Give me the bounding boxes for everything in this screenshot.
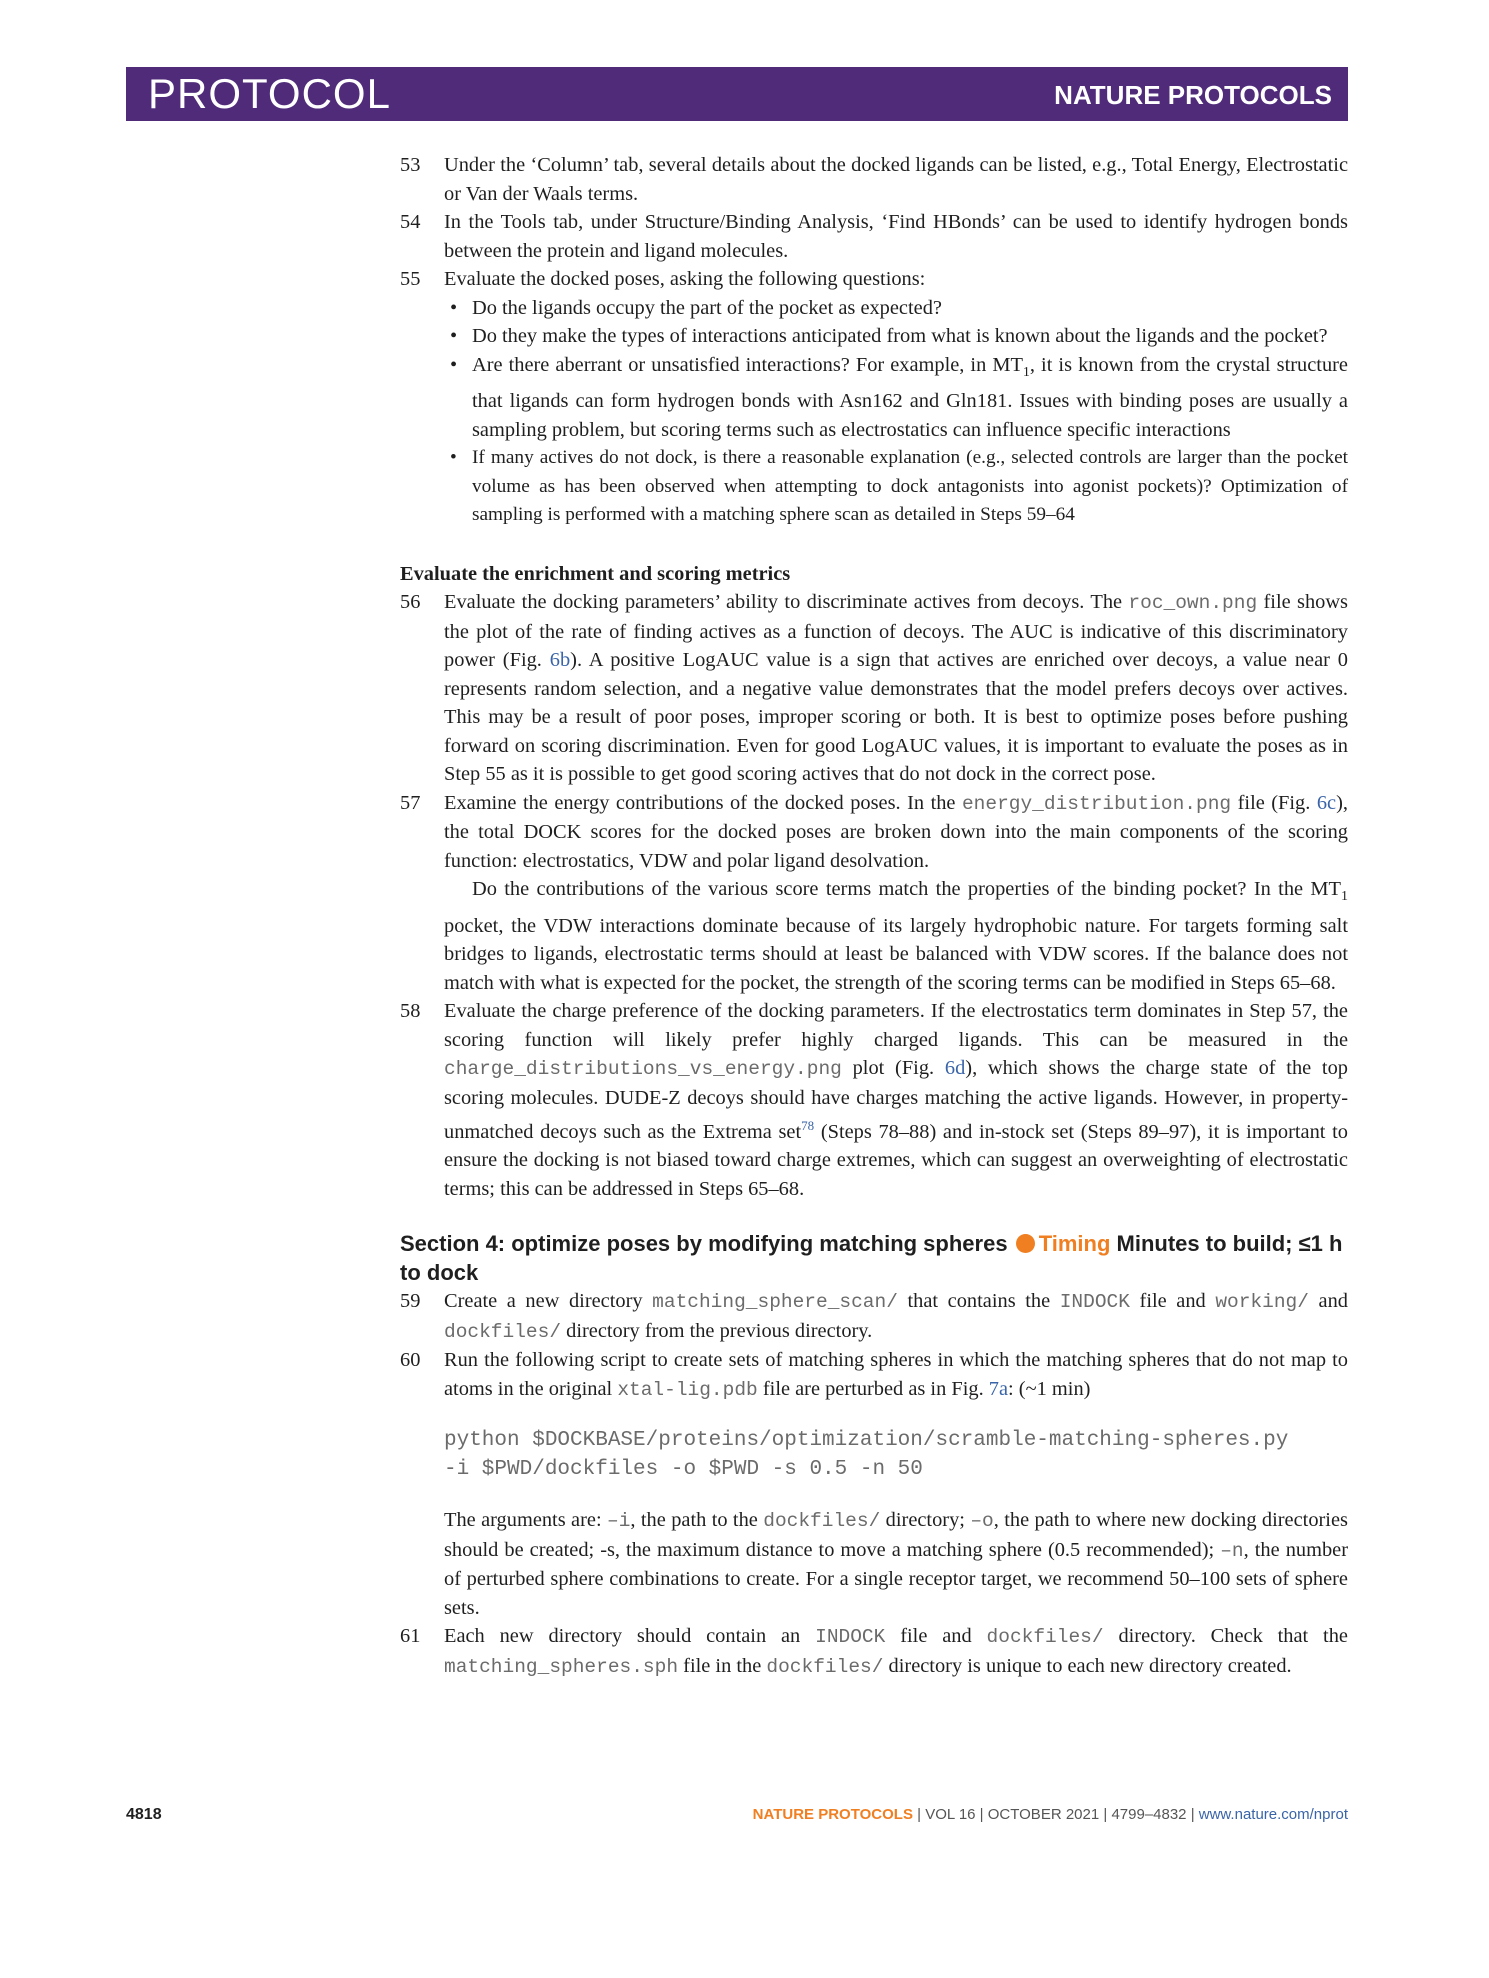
step-55 [400,265,1348,530]
step-number: 56 [400,591,421,614]
figure-link[interactable]: 7a [988,1377,1009,1400]
step-number: 53 [400,154,421,176]
step-61: 61 Each new directory should contain an INDOCK file and dockfiles/ directory. Check that the matching_spheres.sph file in the dockfiles/ directory is unique to each new directory created. [400,1622,1348,1681]
filename-code: roc_own.png [1128,592,1258,615]
citation-link[interactable]: 78 [801,1118,815,1134]
filename-code: charge_distributions_vs_energy.png [444,1058,842,1081]
journal-url-link[interactable]: www.nature.com/nprot [1198,1806,1348,1823]
step-number: 54 [400,211,421,233]
section-label: PROTOCOL [148,70,391,117]
step-text: Evaluate the docked poses, asking the following questions: [444,268,926,290]
figure-link[interactable]: 6c [1316,791,1337,814]
section-heading: Section 4: optimize poses by modifying matching spheres Timing Minutes to build; ≤1 h to dock [400,1231,1343,1286]
subsection-heading: Evaluate the enrichment and scoring metrics [400,562,791,585]
journal-footer: NATURE PROTOCOLS | VOL 16 | OCTOBER 2021 | 4799–4832 | www.nature.com/nprot [752,1806,1348,1823]
timing-icon [1016,1234,1035,1253]
code-block: python $DOCKBASE/proteins/optimization/scramble-matching-spheres.py -i $PWD/dockfiles -o $PWD -s 0.5 -n 50 [444,1429,1289,1482]
step-number: 55 [400,268,421,290]
step-number: 61 [400,1625,421,1648]
step-text: In the Tools tab, under Structure/Binding Analysis, ‘Find HBonds’ can be used to identify hydrogen bonds between the protein and ligand molecules. [444,211,1348,262]
list-item: • Do the ligands occupy the part of the pocket as expected? [472,294,1348,323]
figure-link[interactable]: 6d [944,1057,966,1080]
step-53 [400,151,1348,208]
step-56: 56 Evaluate the docking parameters’ ability to discriminate actives from decoys. The roc_own.png file shows the plot of the rate of finding actives as a function of decoys. The AUC is indicative of this discriminatory power (Fig. 6b). A positive LogAUC value is a sign that actives are enriched over decoys, a value near 0 represents random selection, and a negative value demonstrates that the model prefers decoys over actives. This may be a result of poor poses, improper scoring or both. It is best to optimize poses before pushing forward on scoring discrimination. Even for good LogAUC values, it is important to evaluate the poses as in Step 55 as it is possible to get good scoring actives that do not dock in the correct pose. [400,588,1348,789]
list-item: • Do they make the types of interactions anticipated from what is known about the ligands and the pocket? [472,322,1348,351]
step-number: 57 [400,791,421,814]
step-number: 59 [400,1290,421,1313]
page-number: 4818 [126,1806,162,1823]
step-58: 58 Evaluate the charge preference of the docking parameters. If the electrostatics term dominates in Step 57, the scoring function will likely prefer highly charged ligands. This can be measured in the charge_distributions_vs_energy.png plot (Fig. 6d), which shows the charge state of the top scoring molecules. DUDE-Z decoys should have charges matching the active ligands. However, in property-unmatched decoys such as the Extrema set$^{78}$ (Steps 78–88) and in-stock set (Steps 89–97), it is important to ensure the docking is not biased toward charge extremes, which can suggest an overweighting of electrostatic terms; this can be addressed in Steps 65–68. [400,997,1348,1203]
journal-name: NATURE PROTOCOLS [1054,80,1332,110]
step-54 [400,208,1348,265]
step-59: 59 Create a new directory matching_sphere_scan/ that contains the INDOCK file and working/ and dockfiles/ directory from the previous directory. [400,1287,1348,1346]
question-list [444,294,1348,530]
main-text [400,151,1348,1681]
step-57: 57 Examine the energy contributions of the docked poses. In the energy_distribution.png file (Fig. 6c), the total DOCK scores for the docked poses are broken down into the main components of the scoring function: electrostatics, VDW and polar ligand desolvation. Do the contributions of the various score terms match the properties of the binding pocket? In the $MT_1$ pocket, the VDW interactions dominate because of its largely hydrophobic nature. For targets forming salt bridges to ligands, electrostatic terms should at least be balanced with VDW scores. If the balance does not match with what is expected for the pocket, the strength of the scoring terms can be modified in Steps 65–68. [400,789,1348,998]
step-60: 60 Run the following script to create sets of matching spheres in which the matching spheres that do not map to atoms in the original xtal-lig.pdb file are perturbed as in Fig. 7a: (~1 min) python $DOCKBASE/proteins/optimization/scramble-matching-spheres.py -i $PWD/dockfiles -o $PWD -s 0.5 -n 50 The arguments are: –i, the path to the dockfiles/ directory; –o, the path to where new docking directories should be created; -s, the maximum distance to move a matching sphere (0.5 recommended); –n, the number of perturbed sphere combinations to create. For a single receptor target, we recommend 50–100 sets of sphere sets. [400,1346,1348,1622]
step-number: 58 [400,1000,421,1023]
list-item: • Are there aberrant or unsatisfied interactions? For example, in $MT_1$, it is known from the crystal structure that ligands can form hydrogen bonds with Asn162 and Gln181. Issues with binding poses are usually a sampling problem, but scoring terms such as electrostatics can influence specific interactions [472,351,1348,445]
filename-code: energy_distribution.png [961,792,1232,815]
running-header [126,67,1348,121]
step-text: Under the ‘Column’ tab, several details about the docked ligands can be listed, e.g., Total Energy, Electrostatic or Van der Waals terms. [444,154,1348,205]
list-item: • If many actives do not dock, is there a reasonable explanation (e.g., selected controls are larger than the pocket volume as has been observed when attempting to dock antagonists into agonist pockets)? Optimization of sampling is performed with a matching sphere scan as detailed in Steps 59–64 [472,444,1348,530]
paragraph: Do the contributions of the various score terms match the properties of the binding pocket? In the $MT_1$ pocket, the VDW interactions dominate because of its largely hydrophobic nature. For targets forming salt bridges to ligands, electrostatic terms should at least be balanced with VDW scores. If the balance does not match with what is expected for the pocket, the strength of the scoring terms can be modified in Steps 65–68. [444,878,1348,994]
figure-link[interactable]: 6b [549,649,571,672]
step-number: 60 [400,1349,421,1372]
paragraph: The arguments are: –i, the path to the dockfiles/ directory; –o, the path to where new docking directories should be created; -s, the maximum distance to move a matching sphere (0.5 recommended); –n, the number of perturbed sphere combinations to create. For a single receptor target, we recommend 50–100 sets of sphere sets. [444,1509,1348,1619]
